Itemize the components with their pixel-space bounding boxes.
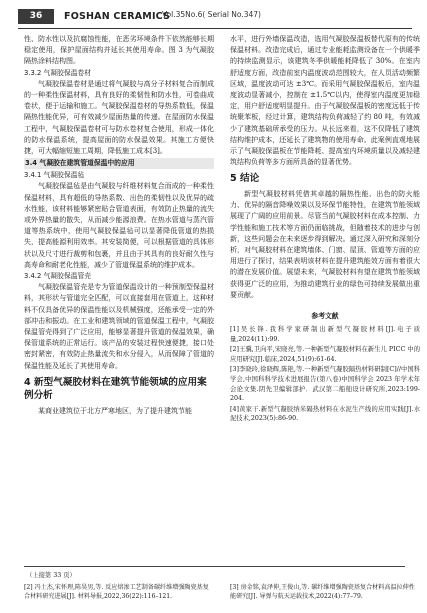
subsection-3-4-1: 3.4.1 气凝胶保温毡 [24, 171, 85, 180]
footnote-rule [24, 566, 405, 567]
footnote-reference: [2] 冯士杰,宋怀理,陈昊男,等. 反应熔渗工艺制备碳纤维增强陶瓷基复合材料研究进展[J]. 材料导报,2022,36(22):116–121. [24, 584, 209, 601]
section-5-heading: 5 结论 [230, 173, 260, 185]
continued-note: （上接第 33 页） [26, 572, 76, 579]
page-number: 36 [18, 9, 54, 24]
reference-item: [3]李晓玲,徐晓辉,陈艳,等.一种新型气凝胶隔热材料研制[C]//中国科学会,中国科科学技术进展报告(第八卷)中国科学会 2023 年学术年会论文集.阴先卫编辑部护．武汉第二船舶设计研究所,2023:199-204. [230, 366, 420, 403]
paragraph-conclusion: 新型气凝胶材料凭借其卓越的隔热性能、出色的防火能力、优异的隔音降噪效果以及环保节能特性，在建筑节能领域展现了广阔的应用前景。尽管当前气凝胶材料在成本控制、力学性能和施工技术等方面仍面临挑战，但随着技术的进步与创新，这些问题会在未来逐步得到解决。通过深入研究和深刻分析，对气凝胶材料在建筑墙体、门窗、屋顶、管道等方面的应用进行了探讨，结果表明该材料在提升建筑能效方面有着很大的潜在发展价值。展望未来，气凝胶材料有望在建筑节能领域获得更广泛的应用，为推动建筑行业的绿色可持续发展做出重要贡献。 [230, 189, 420, 299]
section-4-heading: 4 新型气凝胶材料在建筑节能领域的应用案例分析 [24, 376, 207, 402]
right-column [230, 34, 420, 425]
journal-name: FOSHAN CERAMICS [64, 11, 171, 22]
reference-item: [4]黄家干.新型气凝胶纳米隔热材料在水泥生产线的应用实践[J].水泥技术,2023(5):86-90. [230, 405, 420, 423]
paragraph-continued: 性、防水性以及抗腐蚀性能，在恶劣环境条件下依然能够长期稳定使用，保护屋面结构并延长其使用寿命。图 3 为气凝胶隔热涂料结构图。 [24, 35, 214, 66]
references-heading: 参考文献 [311, 311, 339, 320]
page-header [0, 0, 427, 30]
paragraph-aerogel-roll: 气凝胶保温卷材是通过将气凝胶与高分子材料复合而制成的一种柔性保温材料，具有良好的柔韧性和防水性，可卷曲成卷状，便于运输和施工。气凝胶保温卷材的导热系数低，保温隔热性能优异，可有效减少屋面热量的传递。在屋面防水保温工程中，气凝胶保温卷材可与防水卷材复合使用，形成一体化的防水保温系统，提高屋面的防水保温效果。其施工方便快捷，可大幅缩短施工周期，降低施工成本[3]。 [24, 79, 214, 156]
section-3-4-heading: 3.4 气凝胶在建筑管道保温中的应用 [24, 158, 214, 169]
volume-info: Vol.35No.6( Serial No.347) [162, 10, 261, 19]
subsection-3-3-2: 3.3.2 气凝胶保温卷材 [24, 68, 92, 77]
footnote-reference: [3] 房金铭,袁泽伸,王俊山,等. 碳纤维增强陶瓷基复合材料高温拉伸性能研究[J]. 导弹与航天运载技术,2022(4):77–79. [230, 584, 415, 601]
left-column [24, 34, 214, 417]
paragraph-aerogel-pipe-shell: 气凝胶保温管壳是专为管道保温设计的一种预制型保温材料，其形状与管道完全匹配，可以直接套用在管道上，这种材料不仅具备优异的保温性能以及机械强度，还能承受一定的外部冲击和振动。在工业和建筑领域的管道保温工程中，气凝胶保温管壳得到了广泛应用，能够显著提升管道的保温效果，确保管道系统的正常运行。该产品的安装过程快速便捷，接口处密封紧密，有效防止热量流失和水分侵入，从而保障了管道的保温性能及延长了其使用寿命。 [24, 283, 214, 370]
paragraph-aerogel-felt: 气凝胶保温毡是由气凝胶与纤维材料复合而成的一种柔性保温材料，具有超低的导热系数、出色的柔韧性以及优异的疏水性能，该材料能够紧密贴合管道表面，有效防止热量的流失或外界热量的散失，从而减少能源浪费。在热水管道与蒸汽管道等热系统中，使用气凝胶保温毡可以显著降低管道的热损失，提高能源利用效率。其安装简便，可以根据管道的具体形状以及尺寸进行裁剪和包裹，并且由于其具有的良好耐久性与高寿命和耐老化性能，减少了管道保温系统的维护成本。 [24, 182, 214, 269]
header-rule [18, 28, 412, 29]
reference-item: [1]吴长锋.我科学家研制出新型气凝胶材料[J].电子质量,2024(11):99. [230, 325, 420, 343]
paragraph-case-study: 水平，进行外墙保温改造，选用气凝胶保温板替代原有的传统保温材料。改造完成后，通过专业能耗监测设备在一个供暖季的持续监测显示，该建筑冬季供暖能耗降低了 30%。在室内舒适度方面，改造前室内温度波动范围较大，在人员活动频繁区域，温度波动可达 ±3℃。而采用气凝胶保温板后，室内温度波动显著减小，控制在 ±1.5℃以内，使得室内温度更加稳定，用户舒适度明显提升。由于气凝胶保温板的密度远低于传统聚苯板，经过计算，建筑结构负荷减轻了约 80 吨，有效减少了建筑基础所承受的压力。从长远来看，这不仅降低了建筑结构维护成本，还延长了建筑物的使用寿命。此案例直观地展示了气凝胶保温板在节能降耗、提高室内环境质量以及减轻建筑结构负荷等多方面所具备的显著优势。 [230, 35, 420, 167]
paragraph-case-intro: 某商业建筑位于北方严寒地区，为了提升建筑节能 [38, 406, 192, 415]
reference-item: [2]王骥,卫向平,宋晓亮,等.一种新型气凝胶材料在新生儿 PICC 中的应用研究[J].临床,2024,51(9):61-64. [230, 346, 420, 363]
subsection-3-4-2: 3.4.2 气凝胶保温管壳 [24, 272, 92, 281]
